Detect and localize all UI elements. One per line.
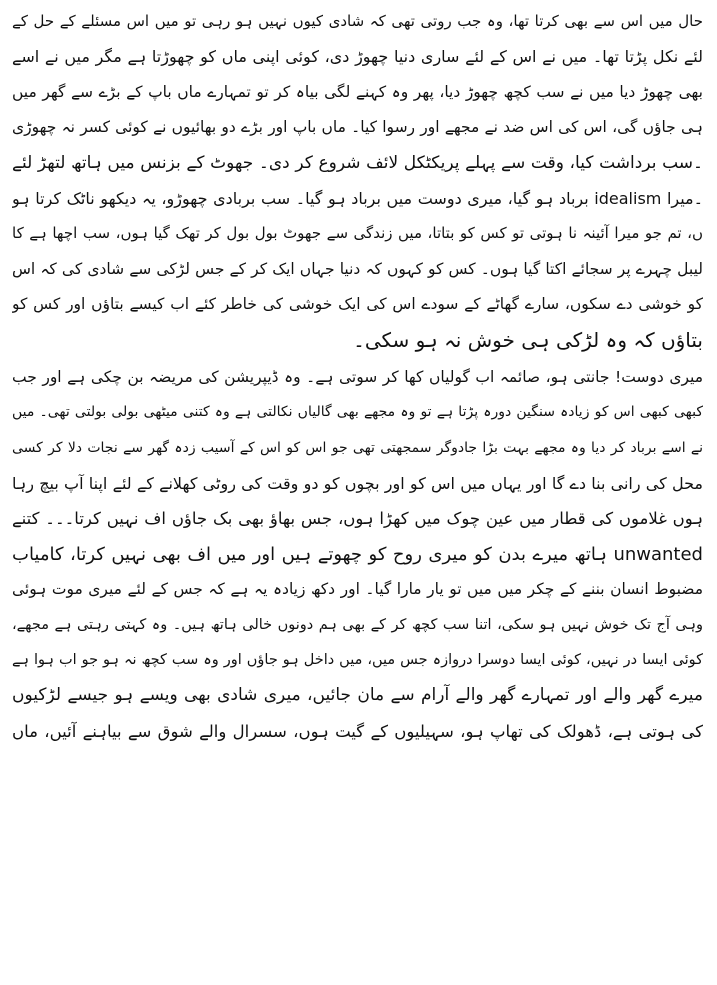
text-line: محل کی رانی بنا دے گا اور یہاں میں اس کو اور بچوں کو دو وقت کی روٹی کھلانے کے لئے اپنا آپ بیچ رہا (12, 474, 703, 494)
text-line: unwanted ہاتھ میرے بدن کو میری روح کو چھوتے ہیں اور میں اف بھی نہیں کرتا، کامیاب (12, 543, 703, 565)
text-line: حال میں اس سے بھی کرتا تھا، وہ جب روتی تھی کہ شادی کیوں نہیں ہو رہی تو میں اس مسئلے کے حل کے (12, 12, 703, 30)
paragraph-2 (12, 360, 703, 749)
text-line: ۔میرا idealism برباد ہو گیا، میری دوست میں برباد ہو گیا۔ سب بربادی چھوڑو، یہ دیکھو ناٹک کرتا ہو (12, 188, 703, 208)
text-line: ۔سب برداشت کیا، وقت سے پہلے پریکٹکل لائف شروع کر دی۔ جھوٹ کے بزنس میں ہاتھ لتھڑ لئے (12, 152, 703, 173)
text-line: بھی چھوڑ دیا میں نے سب کچھ چھوڑ دیا، پھر وہ کہنے لگی بیاہ کر تو تمہارے ماں باپ کے بڑے سے گھر میں (12, 82, 703, 101)
text-line: وہی آج تک خوش نہیں ہو سکی، اتنا سب کچھ کر کے بھی ہم دونوں خالی ہاتھ ہیں۔ وہ کہتی رہتی ہے مجھے، (12, 616, 703, 633)
text-line: ں، تم جو میرا آئینہ نا ہوتی تو کس کو بتاتا، میں زندگی سے جھوٹ بول بول کر تھک گیا ہوں، سب اچھا ہے کا (12, 224, 703, 243)
text-line: میرے گھر والے اور تمہارے گھر والے آرام سے مان جائیں، میری شادی بھی ویسے ہو جیسے لڑکیوں (12, 685, 703, 706)
paragraph-1 (12, 4, 703, 358)
text-line: لئے نکل پڑتا تھا۔ میں نے اس کے لئے ساری دنیا چھوڑ دی، کوئی اپنی ماں کو چھوڑتا ہے مگر میں نے اسے (12, 47, 703, 67)
text-line: کی ہوتی ہے، ڈھولک کی تھاپ ہو، سہیلیوں کے گیت ہوں، سسرال والے شوق سے بیاہنے آئیں، ماں (12, 721, 703, 741)
text-line: ہی جاؤں گی، اس کی اس ضد نے مجھے اور رسوا کیا۔ ماں باپ اور بڑے دو بھائیوں نے کوئی کسر نہ چھوڑی (12, 118, 703, 137)
text-line: کو خوشی دے سکوں، سارے گھاٹے کے سودے اس کی ایک خوشی کی خاطر کئے اب کیسے بتاؤں اور کس کو (12, 295, 703, 314)
text-line: میری دوست! جانتی ہو، صائمہ اب گولیاں کھا کر سوتی ہے۔ وہ ڈیپریشن کی مریضہ بن چکی ہے اور جب (12, 367, 703, 386)
text-line: کوئی ایسا در نہیں، کوئی ایسا دوسرا دروازہ جس میں، میں داخل ہو جاؤں اور وہ سب کچھ نہ ہو جو اب ہوا ہے (12, 652, 703, 669)
text-line: مضبوط انسان بننے کے چکر میں میں تو یار مارا گیا۔ اور دکھ زیادہ یہ ہے کہ جس کے لئے میری موت ہوئی (12, 580, 703, 599)
text-line: کبھی کبھی اس کو زیادہ سنگین دورہ پڑتا ہے تو وہ مجھے بھی گالیاں نکالتی ہے وہ کتنی میٹھی بولی بولتی تھی۔ میں (12, 404, 703, 421)
text-line: بتاؤں کہ وہ لڑکی ہی خوش نہ ہو سکی۔ (353, 327, 703, 352)
text-line: ہوں غلاموں کی قطار میں عین چوک میں کھڑا ہوں، جس بھاؤ بھی بک جاؤں اف نہیں کرتا۔۔۔ کتنے (12, 509, 703, 529)
text-line: نے اسے برباد کر دیا وہ مجھے بہت بڑا جادوگر سمجھتی تھی جو اس کو اس کے آسیب زدہ گھر سے نجات دلا کر کسی (12, 439, 703, 456)
text-line: لیبل چہرے پر سجائے اکتا گیا ہوں۔ کس کو کہوں کہ دنیا جہاں ایک کر کے جس لڑکی سے شادی کی کہ اس (12, 259, 703, 278)
